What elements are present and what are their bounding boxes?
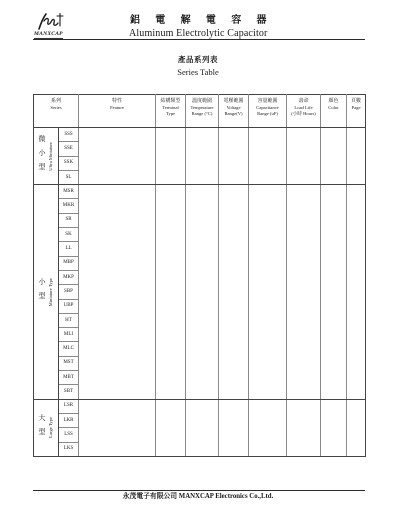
terminal-type-cell [156, 242, 186, 256]
page-cell [347, 313, 366, 327]
capacitance-range-cell [249, 328, 287, 342]
page-title-chinese: 產品系列表 [178, 55, 218, 64]
terminal-type-cell [156, 270, 186, 284]
table-row [34, 228, 366, 242]
header-rule [33, 39, 365, 40]
page-cell [347, 428, 366, 442]
col-header-terminal-type-line: 結構類型 [160, 99, 181, 104]
feature-cell [79, 428, 156, 442]
logo-mark-icon [36, 12, 66, 31]
table-row [34, 299, 366, 313]
capacitance-range-cell [249, 156, 287, 170]
temperature-range-cell [186, 199, 219, 213]
page-cell [347, 185, 366, 199]
load-life-cell [287, 385, 321, 399]
footer-rule [33, 490, 365, 491]
table-row [34, 156, 366, 170]
capacitance-range-cell [249, 242, 287, 256]
temperature-range-cell [186, 399, 219, 413]
temperature-range-cell [186, 313, 219, 327]
voltage-range-cell [219, 371, 249, 385]
series-code-cell: MLC [59, 342, 79, 356]
terminal-type-cell [156, 199, 186, 213]
capacitance-range-cell [249, 256, 287, 270]
feature-cell [79, 399, 156, 413]
page-cell [347, 270, 366, 284]
temperature-range-cell [186, 185, 219, 199]
terminal-type-cell [156, 413, 186, 427]
voltage-range-cell [219, 413, 249, 427]
color-cell [321, 228, 347, 242]
series-code-cell: SSS [59, 128, 79, 142]
voltage-range-cell [219, 213, 249, 227]
table-row [34, 170, 366, 184]
page-title-english: Series Table [177, 67, 219, 77]
feature-cell [79, 185, 156, 199]
color-cell [321, 128, 347, 142]
feature-cell [79, 228, 156, 242]
capacitance-range-cell [249, 199, 287, 213]
page-cell [347, 328, 366, 342]
page-cell [347, 413, 366, 427]
series-code-cell: SSE [59, 142, 79, 156]
group-label-cell [34, 185, 59, 399]
series-code-cell: MBT [59, 371, 79, 385]
feature-cell [79, 270, 156, 284]
temperature-range-cell [186, 285, 219, 299]
feature-cell [79, 199, 156, 213]
temperature-range-cell [186, 170, 219, 184]
terminal-type-cell [156, 442, 186, 456]
color-cell [321, 442, 347, 456]
load-life-cell [287, 242, 321, 256]
voltage-range-cell [219, 328, 249, 342]
feature-cell [79, 371, 156, 385]
terminal-type-cell [156, 385, 186, 399]
col-header-feature-line: 特性 [112, 99, 123, 104]
col-header-feature-line: Feature [110, 105, 124, 110]
feature-cell [79, 299, 156, 313]
table-row [34, 399, 366, 413]
load-life-cell [287, 270, 321, 284]
group-label-english: Large Type [48, 417, 53, 439]
page-cell [347, 385, 366, 399]
table-row [34, 342, 366, 356]
load-life-cell [287, 328, 321, 342]
series-code-cell: LKS [59, 442, 79, 456]
feature-cell [79, 256, 156, 270]
series-code-cell: LKR [59, 413, 79, 427]
table-body [34, 128, 366, 457]
capacitance-range-cell [249, 356, 287, 370]
terminal-type-cell [156, 170, 186, 184]
feature-cell [79, 285, 156, 299]
feature-cell [79, 342, 156, 356]
terminal-type-cell [156, 185, 186, 199]
col-header-temperature-range-line: Temperature [190, 105, 214, 110]
temperature-range-cell [186, 413, 219, 427]
group-label-chinese: 微小型 [38, 135, 46, 178]
temperature-range-cell [186, 242, 219, 256]
table-row [34, 128, 366, 142]
terminal-type-cell [156, 213, 186, 227]
terminal-type-cell [156, 256, 186, 270]
group-label-cell [34, 128, 59, 185]
page-cell [347, 156, 366, 170]
col-header-voltage-range [219, 95, 249, 128]
temperature-range-cell [186, 156, 219, 170]
group-label [34, 278, 58, 306]
temperature-range-cell [186, 128, 219, 142]
capacitance-range-cell [249, 228, 287, 242]
col-header-voltage-range-line: Voltage [226, 105, 241, 110]
feature-cell [79, 413, 156, 427]
feature-cell [79, 242, 156, 256]
series-code-cell: SSK [59, 156, 79, 170]
terminal-type-cell [156, 156, 186, 170]
group-label-english: Miniature Type [48, 277, 53, 307]
voltage-range-cell [219, 342, 249, 356]
color-cell [321, 328, 347, 342]
capacitance-range-cell [249, 342, 287, 356]
col-header-series-line: Series [50, 105, 62, 110]
col-header-terminal-type-line: Terminal [162, 105, 179, 110]
color-cell [321, 156, 347, 170]
color-cell [321, 213, 347, 227]
col-header-load-life-line: 壽命 [298, 99, 309, 104]
load-life-cell [287, 342, 321, 356]
voltage-range-cell [219, 399, 249, 413]
col-header-capacitance-range-line: Capacitance [256, 105, 279, 110]
voltage-range-cell [219, 156, 249, 170]
capacitance-range-cell [249, 313, 287, 327]
col-header-capacitance-range-line: 容量範圍 [257, 99, 278, 104]
color-cell [321, 356, 347, 370]
color-cell [321, 270, 347, 284]
series-code-cell: LL [59, 242, 79, 256]
terminal-type-cell [156, 356, 186, 370]
series-code-cell: MLI [59, 328, 79, 342]
page-cell [347, 356, 366, 370]
load-life-cell [287, 156, 321, 170]
series-code-cell: MKP [59, 270, 79, 284]
col-header-load-life-line: Load Life [294, 105, 313, 110]
load-life-cell [287, 285, 321, 299]
temperature-range-cell [186, 270, 219, 284]
table-row [34, 385, 366, 399]
load-life-cell [287, 256, 321, 270]
voltage-range-cell [219, 385, 249, 399]
group-label-chinese: 小型 [38, 277, 46, 306]
col-header-load-life [287, 95, 321, 128]
capacitance-range-cell [249, 128, 287, 142]
temperature-range-cell [186, 371, 219, 385]
color-cell [321, 371, 347, 385]
page-cell [347, 242, 366, 256]
series-code-cell: MST [59, 356, 79, 370]
group-label [34, 414, 58, 442]
voltage-range-cell [219, 142, 249, 156]
feature-cell [79, 213, 156, 227]
capacitance-range-cell [249, 213, 287, 227]
feature-cell [79, 156, 156, 170]
capacitance-range-cell [249, 399, 287, 413]
capacitance-range-cell [249, 385, 287, 399]
table-row [34, 328, 366, 342]
color-cell [321, 256, 347, 270]
color-cell [321, 299, 347, 313]
feature-cell [79, 142, 156, 156]
col-header-temperature-range-line: Range (°C) [191, 111, 213, 116]
capacitance-range-cell [249, 442, 287, 456]
load-life-cell [287, 199, 321, 213]
page-cell [347, 199, 366, 213]
color-cell [321, 185, 347, 199]
capacitance-range-cell [249, 428, 287, 442]
feature-cell [79, 170, 156, 184]
load-life-cell [287, 399, 321, 413]
page-cell [347, 142, 366, 156]
voltage-range-cell [219, 299, 249, 313]
capacitance-range-cell [249, 371, 287, 385]
temperature-range-cell [186, 228, 219, 242]
series-code-cell: UBP [59, 299, 79, 313]
voltage-range-cell [219, 285, 249, 299]
terminal-type-cell [156, 128, 186, 142]
page-cell [347, 342, 366, 356]
series-table [33, 94, 366, 457]
series-code-cell: SBP [59, 285, 79, 299]
col-header-series-line: 系列 [51, 99, 62, 104]
terminal-type-cell [156, 313, 186, 327]
color-cell [321, 428, 347, 442]
color-cell [321, 413, 347, 427]
table-row [34, 285, 366, 299]
color-cell [321, 313, 347, 327]
voltage-range-cell [219, 228, 249, 242]
page-cell [347, 256, 366, 270]
title-english: Aluminum Electrolytic Capacitor [129, 28, 268, 39]
capacitance-range-cell [249, 142, 287, 156]
table-row [34, 142, 366, 156]
capacitance-range-cell [249, 299, 287, 313]
table-row [34, 442, 366, 456]
col-header-voltage-range-line: 電壓範圍 [223, 99, 244, 104]
capacitance-range-cell [249, 185, 287, 199]
series-code-cell: SR [59, 213, 79, 227]
series-code-cell: SL [59, 170, 79, 184]
voltage-range-cell [219, 242, 249, 256]
color-cell [321, 385, 347, 399]
voltage-range-cell [219, 256, 249, 270]
table-row [34, 270, 366, 284]
color-cell [321, 199, 347, 213]
table-row [34, 213, 366, 227]
temperature-range-cell [186, 256, 219, 270]
col-header-color-line: Color [328, 105, 339, 110]
group-label-english: Ultra Miniature [48, 141, 53, 171]
load-life-cell [287, 299, 321, 313]
feature-cell [79, 385, 156, 399]
series-code-cell: LSS [59, 428, 79, 442]
footer-company: 永茂電子有限公司 MANXCAP Electronics Co.,Ltd. [122, 493, 274, 500]
table-header-row [34, 95, 366, 128]
terminal-type-cell [156, 228, 186, 242]
col-header-temperature-range-line: 溫度範圍 [192, 99, 213, 104]
table-row [34, 199, 366, 213]
group-label [34, 135, 58, 177]
temperature-range-cell [186, 356, 219, 370]
feature-cell [79, 442, 156, 456]
series-code-cell: MSR [59, 185, 79, 199]
col-header-page-line: Page [351, 105, 361, 110]
voltage-range-cell [219, 313, 249, 327]
voltage-range-cell [219, 356, 249, 370]
col-header-terminal-type [156, 95, 186, 128]
load-life-cell [287, 313, 321, 327]
table-row [34, 185, 366, 199]
voltage-range-cell [219, 185, 249, 199]
load-life-cell [287, 228, 321, 242]
table-row [34, 413, 366, 427]
page-cell [347, 228, 366, 242]
table-row [34, 256, 366, 270]
capacitance-range-cell [249, 413, 287, 427]
page-cell [347, 371, 366, 385]
table-row [34, 242, 366, 256]
col-header-color [321, 95, 347, 128]
terminal-type-cell [156, 142, 186, 156]
col-header-series [34, 95, 79, 128]
col-header-temperature-range [186, 95, 219, 128]
load-life-cell [287, 442, 321, 456]
voltage-range-cell [219, 428, 249, 442]
temperature-range-cell [186, 342, 219, 356]
capacitance-range-cell [249, 170, 287, 184]
col-header-voltage-range-line: Range(V) [224, 111, 243, 116]
series-code-cell: LSR [59, 399, 79, 413]
terminal-type-cell [156, 299, 186, 313]
table-row [34, 313, 366, 327]
feature-cell [79, 313, 156, 327]
load-life-cell [287, 142, 321, 156]
load-life-cell [287, 413, 321, 427]
voltage-range-cell [219, 128, 249, 142]
logo-text: MANXCAP [34, 31, 63, 37]
logo [33, 12, 73, 40]
color-cell [321, 242, 347, 256]
temperature-range-cell [186, 442, 219, 456]
page-cell [347, 128, 366, 142]
capacitance-range-cell [249, 285, 287, 299]
col-header-page-line: 頁數 [351, 99, 362, 104]
series-code-cell: SK [59, 228, 79, 242]
col-header-feature [79, 95, 156, 128]
temperature-range-cell [186, 328, 219, 342]
terminal-type-cell [156, 328, 186, 342]
load-life-cell [287, 213, 321, 227]
temperature-range-cell [186, 213, 219, 227]
terminal-type-cell [156, 428, 186, 442]
temperature-range-cell [186, 142, 219, 156]
terminal-type-cell [156, 342, 186, 356]
series-code-cell: MBP [59, 256, 79, 270]
color-cell [321, 142, 347, 156]
terminal-type-cell [156, 285, 186, 299]
series-code-cell: HT [59, 313, 79, 327]
voltage-range-cell [219, 442, 249, 456]
load-life-cell [287, 128, 321, 142]
col-header-load-life-line: (小時 Hours) [291, 111, 316, 116]
capacitance-range-cell [249, 270, 287, 284]
group-label-cell [34, 399, 59, 456]
series-code-cell: MKR [59, 199, 79, 213]
table-head [34, 95, 366, 128]
page-cell [347, 213, 366, 227]
load-life-cell [287, 371, 321, 385]
feature-cell [79, 328, 156, 342]
series-code-cell: SBT [59, 385, 79, 399]
col-header-capacitance-range [249, 95, 287, 128]
feature-cell [79, 356, 156, 370]
title-chinese: 鋁電解電容器 [130, 15, 282, 26]
col-header-color-line: 顏色 [328, 99, 339, 104]
col-header-terminal-type-line: Type [165, 111, 176, 116]
page-cell [347, 399, 366, 413]
load-life-cell [287, 170, 321, 184]
color-cell [321, 399, 347, 413]
voltage-range-cell [219, 170, 249, 184]
temperature-range-cell [186, 428, 219, 442]
temperature-range-cell [186, 299, 219, 313]
table-row [34, 371, 366, 385]
color-cell [321, 170, 347, 184]
voltage-range-cell [219, 199, 249, 213]
load-life-cell [287, 356, 321, 370]
temperature-range-cell [186, 385, 219, 399]
load-life-cell [287, 185, 321, 199]
feature-cell [79, 128, 156, 142]
color-cell [321, 342, 347, 356]
table-row [34, 428, 366, 442]
col-header-capacitance-range-line: Range (uF) [257, 111, 278, 116]
terminal-type-cell [156, 399, 186, 413]
table-row [34, 356, 366, 370]
col-header-page [347, 95, 366, 128]
load-life-cell [287, 428, 321, 442]
page-cell [347, 285, 366, 299]
terminal-type-cell [156, 371, 186, 385]
page-cell [347, 299, 366, 313]
color-cell [321, 285, 347, 299]
group-label-chinese: 大型 [38, 413, 46, 442]
page-cell [347, 442, 366, 456]
voltage-range-cell [219, 270, 249, 284]
page-cell [347, 170, 366, 184]
